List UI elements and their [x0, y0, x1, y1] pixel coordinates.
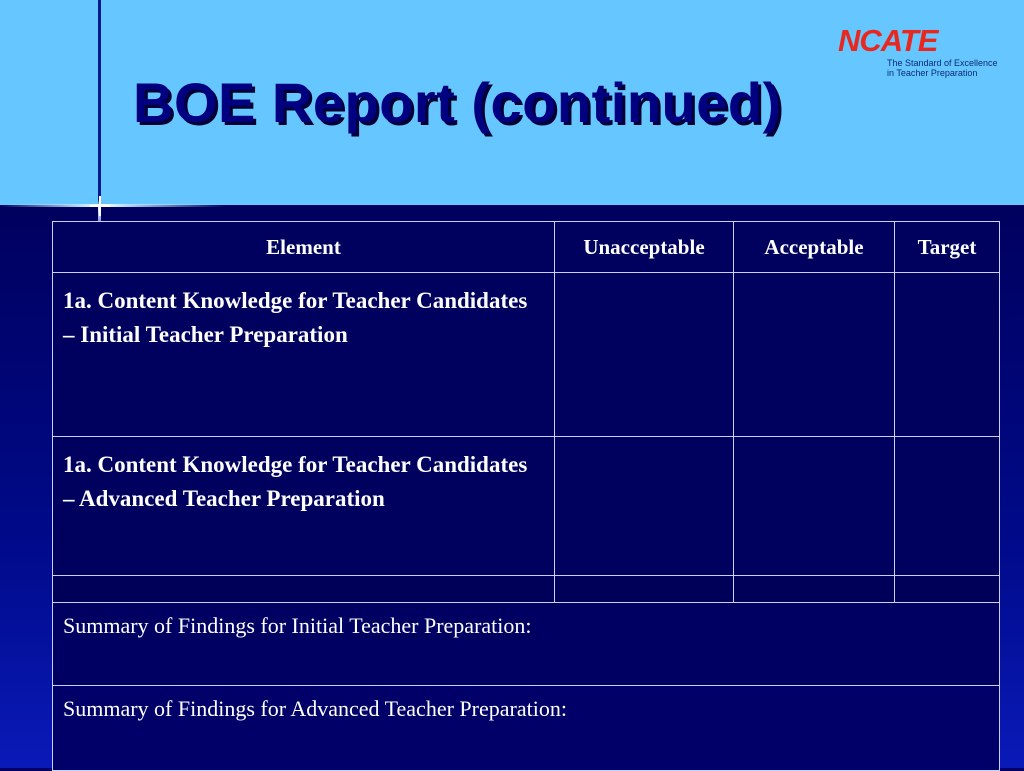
decorative-horizontal-line: [0, 204, 1024, 207]
boe-report-table: [52, 221, 1000, 771]
slide-title: BOE Report (continued): [133, 71, 782, 134]
column-header-acceptable: Acceptable: [734, 222, 895, 273]
logo-wordmark: NCATE: [838, 23, 938, 58]
element-cell: 1a. Content Knowledge for Teacher Candidates – Initial Teacher Preparation: [53, 273, 555, 437]
logo-tagline-line-2: in Teacher Preparation: [887, 68, 978, 78]
acceptable-cell[interactable]: [734, 437, 895, 576]
spacer-cell: [895, 576, 1000, 603]
logo-tagline: [887, 58, 998, 78]
summary-advanced-cell[interactable]: Summary of Findings for Advanced Teacher Preparation:: [53, 686, 1000, 771]
column-header-unacceptable: Unacceptable: [555, 222, 734, 273]
column-header-element: Element: [53, 222, 555, 273]
column-header-target: Target: [895, 222, 1000, 273]
table-header-row: [53, 222, 1000, 273]
sparkle-icon: [90, 196, 110, 216]
ncate-logo: [838, 23, 1008, 84]
spacer-cell: [555, 576, 734, 603]
table-row: [53, 437, 1000, 576]
spacer-cell: [734, 576, 895, 603]
target-cell[interactable]: [895, 437, 1000, 576]
unacceptable-cell[interactable]: [555, 437, 734, 576]
acceptable-cell[interactable]: [734, 273, 895, 437]
summary-row: [53, 603, 1000, 686]
unacceptable-cell[interactable]: [555, 273, 734, 437]
target-cell[interactable]: [895, 273, 1000, 437]
table-spacer-row: [53, 576, 1000, 603]
table-row: [53, 273, 1000, 437]
element-cell: 1a. Content Knowledge for Teacher Candidates – Advanced Teacher Preparation: [53, 437, 555, 576]
summary-row: [53, 686, 1000, 771]
spacer-cell: [53, 576, 555, 603]
logo-tagline-line-1: The Standard of Excellence: [887, 58, 998, 68]
summary-initial-cell[interactable]: Summary of Findings for Initial Teacher Preparation:: [53, 603, 1000, 686]
